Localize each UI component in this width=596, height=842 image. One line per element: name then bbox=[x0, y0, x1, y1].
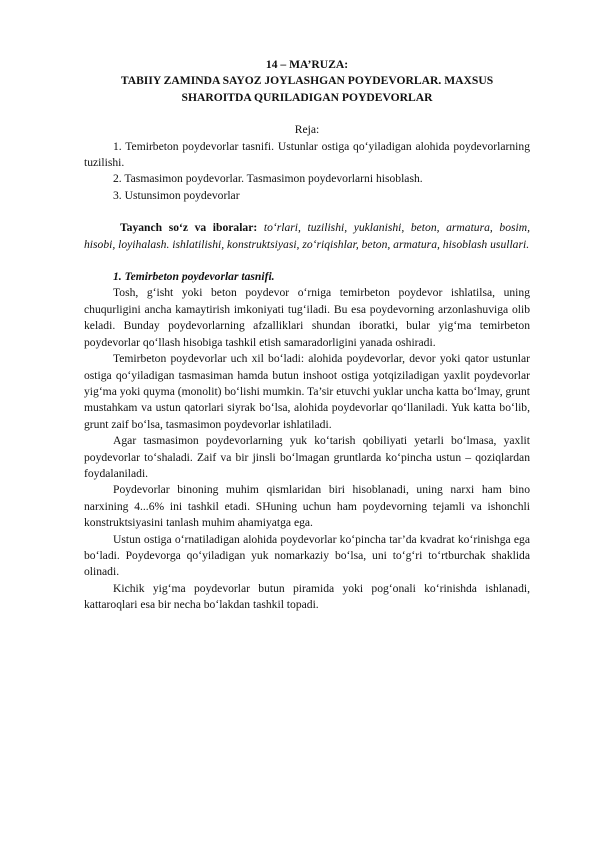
keywords-label: Tayanch so‘z va iboralar: bbox=[120, 221, 258, 235]
spacer bbox=[84, 204, 530, 220]
paragraph-5: Ustun ostiga o‘rnatiladigan alohida poydevorlar ko‘pincha tar’da kvadrat ko‘rinishga ega bo‘ladi. Poydevorga qo‘yiladigan yuk nomarkaziy bo‘lsa, uni to‘g‘ri to‘rtburchak shaklida olinadi. bbox=[84, 532, 530, 579]
document-page bbox=[84, 57, 530, 614]
plan-item-2: 2. Tasmasimon poydevorlar. Tasmasimon poydevorlarni hisoblash. bbox=[113, 172, 423, 186]
spacer bbox=[84, 106, 530, 122]
paragraph-6: Kichik yig‘ma poydevorlar butun piramida yoki pog‘onali ko‘rinishda ishlanadi, kattaroqlari esa bir necha bo‘lakdan tashkil topadi. bbox=[84, 581, 530, 612]
paragraph-3: Agar tasmasimon poydevorlarning yuk ko‘tarish qobiliyati yetarli bo‘lmasa, yaxlit poydevorlar to‘shaladi. Zaif va bir jinsli bo‘lmagan gruntlarda ko‘pincha ustun – qoziqlardan foydalaniladi. bbox=[84, 434, 530, 480]
plan-item-1: 1. Temirbeton poydevorlar tasnifi. Ustunlar ostiga qo‘yiladigan alohida poydevorlarning tuzilishi. bbox=[84, 139, 530, 170]
keywords-paragraph bbox=[84, 220, 530, 253]
title-line-2: SHAROITDA QURILADIGAN POYDEVORLAR bbox=[181, 90, 433, 104]
title-line-1: TABIIY ZAMINDA SAYOZ JOYLASHGAN POYDEVORLAR. MAXSUS bbox=[120, 74, 494, 88]
paragraph-2: Temirbeton poydevorlar uch xil bo‘ladi: alohida poydevorlar, devor yoki qator ustunlar ostiga qo‘yiladigan tasmasiman hamda butun inshoot ostiga yotqiziladigan yaxlit poydevorlar yig‘ma yoki quyma (monolit) bo‘lishi mumkin. Ta’sir etuvchi yuklar uncha katta bo‘lmay, grunt mustahkam va ustun qatorlari siyrak bo‘lsa, alohida poydevorlar qo‘llaniladi. Yuk katta bo‘lib, grunt zaif bo‘lsa, tasmasimon poydevorlar ishlatiladi. bbox=[84, 352, 530, 431]
paragraph-4: Poydevorlar binoning muhim qismlaridan biri hisoblanadi, uning narxi ham bino narxining 4...6% ini tashkil etadi. SHuning uchun ham poydevorning tejamli va ishonchli konstruktsiyasini tanlash muhim ahamiyatga ega. bbox=[84, 483, 530, 530]
paragraph-1: Tosh, g‘isht yoki beton poydevor o‘rniga temirbeton poydevor ishlatilsa, uning chuqurligini ancha kamaytirish imkoniyati tug‘iladi. Bu esa poydevorning arzonlashuviga olib keladi. Bunday poydevorlarning afzalliklari shundan iboratki, bular yig‘ma temirbeton poydevorlar qo‘llash hisobiga tashkil etish samaradorligini yanada oshiradi. bbox=[84, 286, 530, 349]
keywords-text: to‘rlari, tuzilishi, yuklanishi, beton, armatura, bosim, hisobi, loyihalash. ishlatilishi, konstruktsiyasi, zo‘riqishlar, beton, armatura, hisoblash usullari. bbox=[84, 221, 531, 251]
spacer bbox=[84, 253, 530, 269]
lecture-number: 14 – MA’RUZA: bbox=[265, 58, 349, 71]
section-heading: 1. Temirbeton poydevorlar tasnifi. bbox=[113, 270, 275, 284]
plan-item-3: 3. Ustunsimon poydevorlar bbox=[113, 188, 240, 202]
plan-label: Reja: bbox=[294, 123, 320, 137]
